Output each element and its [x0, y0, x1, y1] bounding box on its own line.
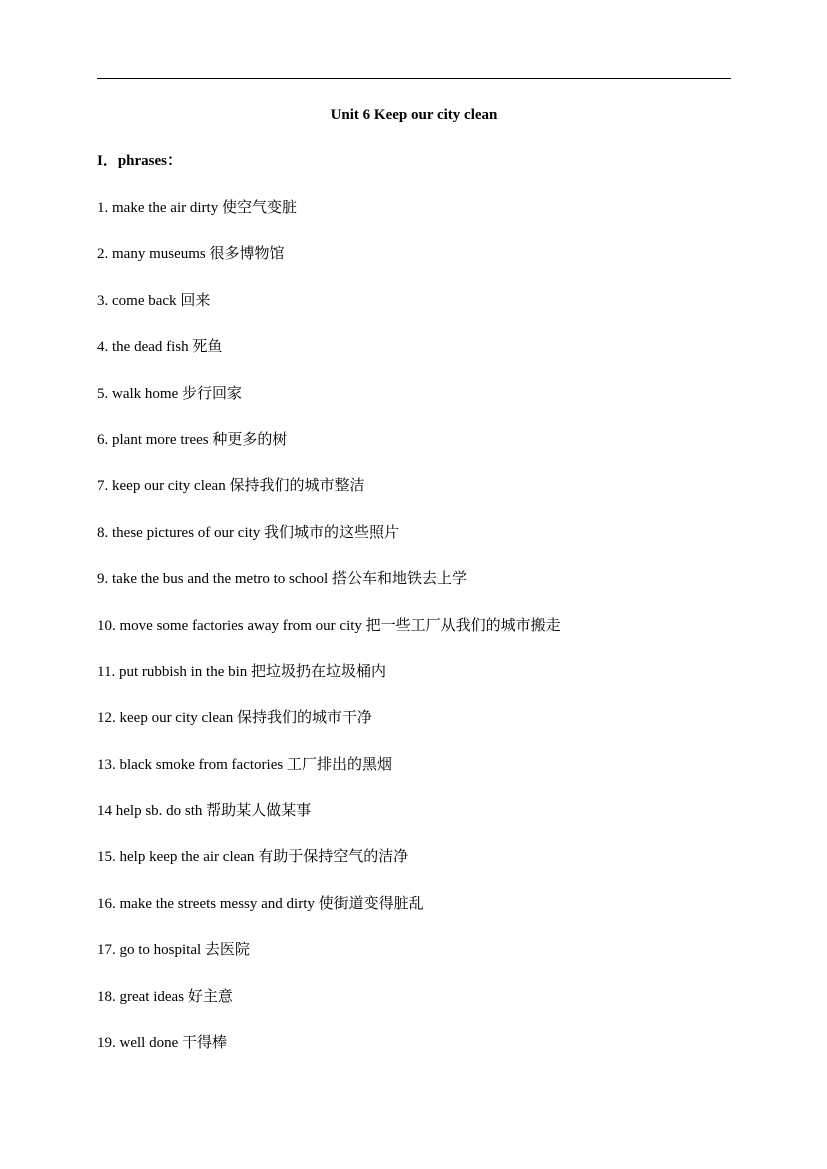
phrase-english: 4. the dead fish: [97, 339, 193, 356]
phrase-chinese: 使街道变得脏乱: [318, 893, 424, 912]
phrase-item: [97, 845, 737, 891]
phrase-english: 1. make the air dirty: [97, 200, 222, 216]
phrase-chinese: 干得棒: [181, 1033, 227, 1052]
phrase-item: [97, 1031, 737, 1077]
phrase-item: [97, 335, 737, 381]
section-heading: I．phrases：: [97, 153, 183, 169]
phrase-chinese: 搭公车和地铁去上学: [331, 569, 467, 588]
phrase-item: [97, 289, 737, 335]
phrase-chinese: 有助于保持空气的洁净: [258, 847, 409, 866]
phrase-english: 12. keep our city clean: [97, 710, 237, 727]
phrase-english: 9. take the bus and the metro to school: [97, 571, 332, 588]
phrase-english: 15. help keep the air clean: [97, 849, 259, 866]
phrase-chinese: 使空气变脏: [221, 198, 297, 216]
phrase-english: 11. put rubbish in the bin: [97, 663, 252, 680]
phrase-chinese: 把一些工厂从我们的城市搬走: [365, 615, 561, 634]
phrase-chinese: 保持我们的城市干净: [236, 708, 372, 727]
phrase-chinese: 把垃圾扔在垃圾桶内: [251, 661, 387, 680]
phrase-item: [97, 196, 737, 242]
document-title: Unit 6 Keep our city clean: [330, 107, 498, 123]
phrase-item: [97, 614, 737, 660]
phrase-english: 19. well done: [97, 1035, 182, 1052]
phrase-item: [97, 706, 737, 752]
phrase-list: [97, 196, 737, 1077]
phrase-chinese: 很多博物馆: [209, 244, 285, 263]
phrase-chinese: 保持我们的城市整洁: [229, 476, 365, 495]
phrase-english: 16. make the streets messy and dirty: [97, 895, 319, 912]
phrase-item: [97, 660, 737, 706]
phrase-item: [97, 242, 737, 288]
phrase-item: [97, 799, 737, 845]
phrase-item: [97, 985, 737, 1031]
phrase-english: 6. plant more trees: [97, 431, 213, 448]
phrase-english: 2. many museums: [97, 246, 210, 263]
phrase-chinese: 帮助某人做某事: [206, 801, 312, 820]
phrase-english: 5. walk home: [97, 385, 182, 402]
phrase-chinese: 去医院: [204, 940, 250, 959]
phrase-english: 7. keep our city clean: [97, 478, 230, 495]
phrase-english: 3. come back: [97, 292, 181, 309]
phrase-item: [97, 521, 737, 567]
phrase-english: 13. black smoke from factories: [97, 756, 287, 773]
phrase-chinese: 种更多的树: [212, 429, 288, 448]
phrase-item: [97, 938, 737, 984]
phrase-item: [97, 753, 737, 799]
phrase-chinese: 死鱼: [192, 337, 223, 356]
phrase-english: 18. great ideas: [97, 988, 188, 1005]
phrase-item: [97, 428, 737, 474]
phrase-chinese: 好主意: [187, 986, 233, 1005]
phrase-item: [97, 567, 737, 613]
header-rule: [97, 78, 731, 79]
phrase-item: [97, 892, 737, 938]
phrase-item: [97, 382, 737, 428]
phrase-english: 17. go to hospital: [97, 942, 205, 959]
phrase-item: [97, 474, 737, 520]
phrase-chinese: 回来: [180, 290, 211, 309]
phrase-chinese: 工厂排出的黑烟: [286, 754, 392, 773]
phrase-english: 10. move some factories away from our city: [97, 617, 366, 634]
phrase-chinese: 步行回家: [181, 383, 242, 402]
phrase-english: 14 help sb. do sth: [97, 803, 207, 820]
phrase-english: 8. these pictures of our city: [97, 524, 265, 541]
phrase-chinese: 我们城市的这些照片: [264, 522, 400, 541]
